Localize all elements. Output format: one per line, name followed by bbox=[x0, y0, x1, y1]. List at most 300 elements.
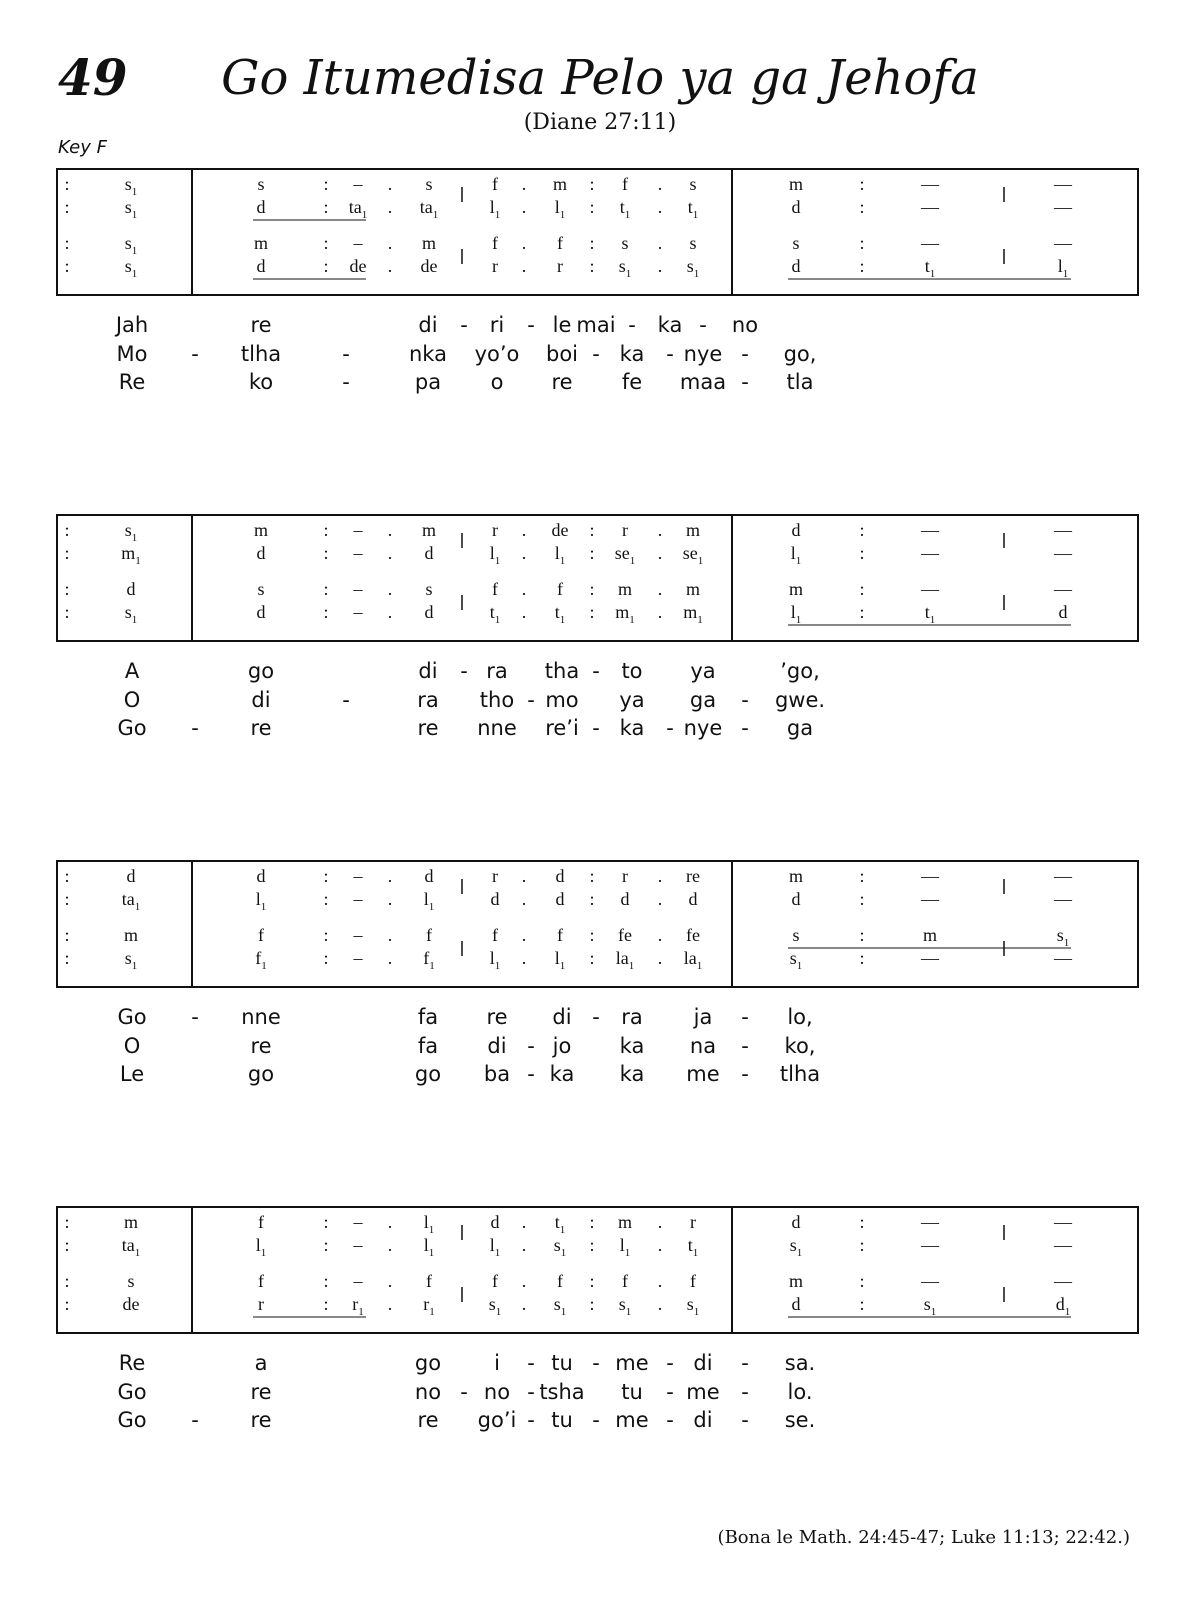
lyric-syllable: - bbox=[342, 342, 350, 366]
note-cell: . bbox=[387, 1212, 393, 1232]
note-cell: — bbox=[921, 889, 939, 909]
note-cell: — bbox=[921, 233, 939, 253]
note-cell: f bbox=[557, 579, 563, 599]
note-cell: m bbox=[123, 1212, 139, 1232]
note-cell: : bbox=[323, 948, 329, 968]
note-cell: f bbox=[622, 174, 628, 194]
note-cell: . bbox=[521, 866, 527, 886]
note-cell: . bbox=[387, 948, 393, 968]
lyric-syllable: ra bbox=[621, 1005, 643, 1029]
note-cell: – bbox=[353, 866, 363, 886]
note-cell: : bbox=[323, 520, 329, 540]
note-cell: f bbox=[492, 579, 498, 599]
lyric-syllable: tsha bbox=[539, 1380, 585, 1404]
note-cell: m bbox=[253, 233, 269, 253]
lyric-syllable: di bbox=[251, 688, 271, 712]
lyric-syllable: - bbox=[592, 1005, 600, 1029]
lyric-syllable: to bbox=[621, 659, 643, 683]
note-cell: $t_1$ bbox=[687, 1235, 699, 1259]
note-cell: $l_1$ bbox=[489, 1235, 501, 1259]
note-cell: $s_1$ bbox=[789, 1235, 803, 1259]
note-cell: de bbox=[420, 256, 438, 276]
lyric-syllable: - bbox=[592, 1351, 600, 1375]
lyric-syllable: Go bbox=[117, 716, 147, 740]
note-cell: $la_1$ bbox=[683, 948, 703, 972]
note-cell: . bbox=[387, 925, 393, 945]
lyric-syllable: - bbox=[741, 370, 749, 394]
note-cell: $l_1$ bbox=[489, 543, 501, 567]
note-cell: — bbox=[921, 174, 939, 194]
note-cell: $l_1$ bbox=[554, 543, 566, 567]
lyric-syllable: tlha bbox=[779, 1062, 821, 1086]
lyric-syllable: lo. bbox=[787, 1380, 813, 1404]
note-cell: $s_1$ bbox=[553, 1235, 567, 1259]
note-cell: : bbox=[323, 889, 329, 909]
note-cell: f bbox=[492, 925, 498, 945]
lyric-syllable: - bbox=[460, 313, 468, 337]
lyric-syllable: ka bbox=[619, 1062, 645, 1086]
lyric-syllable: Go bbox=[117, 1380, 147, 1404]
lyric-syllable: jo bbox=[552, 1034, 572, 1058]
lyric-syllable: O bbox=[123, 1034, 141, 1058]
note-cell: $ta_1$ bbox=[121, 889, 141, 913]
system-frame bbox=[57, 861, 1138, 987]
note-cell: r bbox=[492, 520, 498, 540]
note-cell: $s_1$ bbox=[618, 1294, 632, 1318]
note-cell: d bbox=[555, 866, 565, 886]
note-cell: r bbox=[622, 520, 628, 540]
note-cell: d bbox=[791, 889, 801, 909]
lyric-syllable: tha bbox=[544, 659, 580, 683]
note-cell: . bbox=[521, 197, 527, 217]
lyric-syllable: nka bbox=[409, 342, 447, 366]
note-cell: — bbox=[1054, 579, 1072, 599]
note-cell: d bbox=[424, 543, 434, 563]
note-cell: . bbox=[521, 602, 527, 622]
note-cell: . bbox=[657, 948, 663, 968]
note-cell: s bbox=[425, 174, 433, 194]
note-cell: – bbox=[353, 543, 363, 563]
lyric-syllable: go bbox=[414, 1351, 442, 1375]
note-cell: d bbox=[424, 866, 434, 886]
note-cell: $s_1$ bbox=[124, 197, 138, 221]
note-cell: : bbox=[859, 520, 865, 540]
note-cell: : bbox=[64, 602, 70, 622]
note-cell: : bbox=[589, 233, 595, 253]
note-cell: $l_1$ bbox=[1057, 256, 1069, 280]
note-cell: $m_1$ bbox=[121, 543, 141, 567]
lyric-syllable: ba bbox=[483, 1062, 511, 1086]
note-cell: d bbox=[256, 197, 266, 217]
lyric-syllable: yo’o bbox=[474, 342, 520, 366]
note-cell: m bbox=[617, 1212, 633, 1232]
note-cell: — bbox=[921, 543, 939, 563]
note-cell: — bbox=[921, 520, 939, 540]
note-cell: f bbox=[622, 1271, 628, 1291]
note-cell: . bbox=[387, 520, 393, 540]
note-cell: $f_1$ bbox=[255, 948, 267, 972]
note-cell: . bbox=[387, 543, 393, 563]
lyric-syllable: di bbox=[487, 1034, 507, 1058]
note-cell: $l_1$ bbox=[619, 1235, 631, 1259]
note-cell: f bbox=[258, 1271, 264, 1291]
lyric-syllable: ri bbox=[489, 313, 505, 337]
lyric-syllable: re bbox=[250, 1034, 272, 1058]
lyric-syllable: se. bbox=[784, 1408, 816, 1432]
note-cell: f bbox=[426, 925, 432, 945]
lyric-syllable: me bbox=[615, 1408, 649, 1432]
lyric-syllable: - bbox=[527, 1062, 535, 1086]
lyric-syllable: - bbox=[191, 716, 199, 740]
lyric-syllable: mai bbox=[576, 313, 616, 337]
note-cell: $l_1$ bbox=[255, 1235, 267, 1259]
note-cell: $m_1$ bbox=[683, 602, 703, 626]
note-cell: m bbox=[685, 520, 701, 540]
note-cell: – bbox=[353, 1235, 363, 1255]
note-cell: f bbox=[492, 233, 498, 253]
note-cell: — bbox=[921, 1235, 939, 1255]
note-cell: de bbox=[551, 520, 569, 540]
note-cell: f bbox=[492, 174, 498, 194]
note-cell: . bbox=[657, 889, 663, 909]
lyric-syllable: me bbox=[686, 1380, 720, 1404]
lyric-syllable: nye bbox=[683, 342, 723, 366]
note-cell: . bbox=[521, 1294, 527, 1314]
note-cell: $f_1$ bbox=[423, 948, 435, 972]
note-cell: $s_1$ bbox=[124, 256, 138, 280]
note-cell: d bbox=[424, 602, 434, 622]
note-cell: : bbox=[64, 889, 70, 909]
note-cell: . bbox=[387, 233, 393, 253]
note-cell: re bbox=[686, 866, 700, 886]
note-cell: : bbox=[859, 1212, 865, 1232]
note-cell: $s_1$ bbox=[789, 948, 803, 972]
note-cell: m bbox=[788, 866, 804, 886]
lyric-syllable: Mo bbox=[116, 342, 148, 366]
lyric-syllable: nne bbox=[241, 1005, 281, 1029]
lyric-syllable: - bbox=[666, 342, 674, 366]
note-cell: : bbox=[589, 197, 595, 217]
note-cell: : bbox=[859, 889, 865, 909]
note-cell: s bbox=[257, 579, 265, 599]
note-cell: . bbox=[657, 602, 663, 622]
note-cell: : bbox=[64, 233, 70, 253]
lyric-syllable: sa. bbox=[784, 1351, 816, 1375]
lyric-syllable: go’i bbox=[477, 1408, 517, 1432]
note-cell: – bbox=[353, 602, 363, 622]
note-cell: . bbox=[387, 602, 393, 622]
note-cell: d bbox=[791, 520, 801, 540]
note-cell: f bbox=[690, 1271, 696, 1291]
note-cell: s bbox=[689, 233, 697, 253]
note-cell: $l_1$ bbox=[790, 602, 802, 626]
lyric-syllable: re’i bbox=[545, 716, 579, 740]
note-cell: s bbox=[257, 174, 265, 194]
note-cell: : bbox=[589, 1235, 595, 1255]
lyric-syllable: - bbox=[191, 1408, 199, 1432]
note-cell: : bbox=[323, 1235, 329, 1255]
note-cell: f bbox=[557, 925, 563, 945]
note-cell: s bbox=[127, 1271, 135, 1291]
note-cell: – bbox=[353, 1271, 363, 1291]
note-cell: — bbox=[1054, 197, 1072, 217]
lyric-syllable: re bbox=[417, 1408, 439, 1432]
note-cell: d bbox=[126, 866, 136, 886]
note-cell: – bbox=[353, 233, 363, 253]
system-frame bbox=[57, 1207, 1138, 1333]
note-cell: : bbox=[859, 1235, 865, 1255]
note-cell: : bbox=[589, 543, 595, 563]
note-cell: . bbox=[657, 1212, 663, 1232]
note-cell: $l_1$ bbox=[423, 1212, 435, 1236]
note-cell: s bbox=[689, 174, 697, 194]
note-cell: m bbox=[253, 520, 269, 540]
note-cell: . bbox=[387, 256, 393, 276]
lyric-syllable: di bbox=[693, 1408, 713, 1432]
lyric-syllable: ra bbox=[417, 688, 439, 712]
lyric-syllable: no bbox=[483, 1380, 511, 1404]
note-cell: s bbox=[425, 579, 433, 599]
note-cell: : bbox=[589, 256, 595, 276]
note-cell: — bbox=[921, 1271, 939, 1291]
lyric-syllable: - bbox=[666, 1351, 674, 1375]
note-cell: : bbox=[323, 866, 329, 886]
note-cell: . bbox=[657, 925, 663, 945]
lyric-syllable: Go bbox=[117, 1005, 147, 1029]
note-cell: d bbox=[256, 866, 266, 886]
note-cell: : bbox=[589, 889, 595, 909]
note-cell: d bbox=[555, 889, 565, 909]
lyric-syllable: - bbox=[460, 659, 468, 683]
note-cell: : bbox=[589, 925, 595, 945]
note-cell: r bbox=[690, 1212, 696, 1232]
lyric-syllable: mo bbox=[545, 688, 579, 712]
lyric-syllable: - bbox=[527, 313, 535, 337]
lyric-syllable: re bbox=[250, 1380, 272, 1404]
system-frame bbox=[57, 515, 1138, 641]
note-cell: $t_1$ bbox=[489, 602, 501, 626]
note-cell: : bbox=[589, 520, 595, 540]
lyric-syllable: Jah bbox=[115, 313, 149, 337]
lyric-syllable: go bbox=[414, 1062, 442, 1086]
note-cell: . bbox=[657, 1271, 663, 1291]
note-cell: : bbox=[64, 1294, 70, 1314]
lyric-syllable: nne bbox=[477, 716, 517, 740]
lyric-syllable: - bbox=[741, 716, 749, 740]
lyric-syllable: ga bbox=[689, 688, 717, 712]
lyric-syllable: - bbox=[460, 1380, 468, 1404]
note-cell: : bbox=[323, 256, 329, 276]
note-cell: r bbox=[492, 256, 498, 276]
lyric-syllable: - bbox=[342, 688, 350, 712]
lyric-syllable: - bbox=[741, 1062, 749, 1086]
note-cell: m bbox=[922, 925, 938, 945]
note-cell: : bbox=[64, 1212, 70, 1232]
note-cell: : bbox=[323, 233, 329, 253]
note-cell: – bbox=[353, 889, 363, 909]
lyric-syllable: no bbox=[414, 1380, 442, 1404]
music-system bbox=[57, 515, 1138, 740]
lyric-syllable: ya bbox=[690, 659, 716, 683]
lyric-syllable: tu bbox=[551, 1408, 573, 1432]
lyric-syllable: - bbox=[592, 716, 600, 740]
lyric-syllable: ka bbox=[619, 1034, 645, 1058]
note-cell: — bbox=[1054, 520, 1072, 540]
lyric-syllable: re bbox=[551, 370, 573, 394]
note-cell: : bbox=[589, 1271, 595, 1291]
note-cell: : bbox=[64, 197, 70, 217]
lyric-syllable: maa bbox=[679, 370, 727, 394]
lyric-syllable: - bbox=[342, 370, 350, 394]
lyric-syllable: nye bbox=[683, 716, 723, 740]
footnote-references: (Bona le Math. 24:45-47; Luke 11:13; 22:42.) bbox=[717, 1527, 1130, 1548]
note-cell: : bbox=[64, 1271, 70, 1291]
lyric-syllable: - bbox=[741, 1005, 749, 1029]
note-cell: — bbox=[921, 948, 939, 968]
note-cell: . bbox=[387, 1294, 393, 1314]
note-cell: : bbox=[859, 948, 865, 968]
note-cell: : bbox=[859, 233, 865, 253]
note-cell: $se_1$ bbox=[682, 543, 704, 567]
lyric-syllable: pa bbox=[414, 370, 442, 394]
note-cell: $m_1$ bbox=[615, 602, 635, 626]
note-cell: s bbox=[792, 233, 800, 253]
note-cell: m bbox=[788, 174, 804, 194]
lyric-syllable: - bbox=[527, 1408, 535, 1432]
lyric-syllable: - bbox=[592, 342, 600, 366]
note-cell: – bbox=[353, 948, 363, 968]
lyric-syllable: - bbox=[741, 1351, 749, 1375]
note-cell: : bbox=[859, 256, 865, 276]
note-cell: $s_1$ bbox=[124, 233, 138, 257]
lyric-syllable: tho bbox=[479, 688, 515, 712]
note-cell: . bbox=[521, 233, 527, 253]
note-cell: . bbox=[657, 520, 663, 540]
note-cell: m bbox=[421, 520, 437, 540]
note-cell: – bbox=[353, 174, 363, 194]
lyric-syllable: di bbox=[418, 659, 438, 683]
lyric-syllable: re bbox=[486, 1005, 508, 1029]
lyric-syllable: di bbox=[693, 1351, 713, 1375]
note-cell: m bbox=[552, 174, 568, 194]
note-cell: : bbox=[323, 1294, 329, 1314]
note-cell: d bbox=[490, 889, 500, 909]
note-cell: fe bbox=[686, 925, 700, 945]
lyric-syllable: go, bbox=[783, 342, 817, 366]
lyric-syllable: - bbox=[592, 659, 600, 683]
note-cell: . bbox=[521, 520, 527, 540]
note-cell: s bbox=[792, 925, 800, 945]
note-cell: $d_1$ bbox=[1055, 1294, 1071, 1318]
lyric-syllable: ra bbox=[486, 659, 508, 683]
note-cell: m bbox=[123, 925, 139, 945]
note-cell: $la_1$ bbox=[615, 948, 635, 972]
note-cell: $r_1$ bbox=[423, 1294, 435, 1318]
note-cell: $s_1$ bbox=[124, 602, 138, 626]
note-cell: $s_1$ bbox=[124, 520, 138, 544]
lyric-syllable: tla bbox=[786, 370, 814, 394]
note-cell: . bbox=[387, 1271, 393, 1291]
note-cell: : bbox=[64, 174, 70, 194]
note-cell: f bbox=[557, 233, 563, 253]
note-cell: : bbox=[323, 925, 329, 945]
lyric-syllable: ya bbox=[619, 688, 645, 712]
note-cell: — bbox=[1054, 1212, 1072, 1232]
note-cell: . bbox=[657, 174, 663, 194]
hymn-title: Go Itumedisa Pelo ya ga Jehofa bbox=[221, 50, 979, 106]
lyric-syllable: ’go, bbox=[780, 659, 820, 683]
note-cell: . bbox=[657, 543, 663, 563]
lyric-syllable: - bbox=[191, 342, 199, 366]
note-cell: m bbox=[788, 1271, 804, 1291]
note-cell: d bbox=[256, 602, 266, 622]
note-cell: m bbox=[788, 579, 804, 599]
note-cell: – bbox=[353, 579, 363, 599]
note-cell: $s_1$ bbox=[618, 256, 632, 280]
lyric-syllable: na bbox=[689, 1034, 717, 1058]
note-cell: : bbox=[859, 602, 865, 622]
lyric-syllable: - bbox=[527, 1034, 535, 1058]
note-cell: $t_1$ bbox=[687, 197, 699, 221]
music-system bbox=[57, 861, 1138, 1086]
note-cell: $s_1$ bbox=[124, 948, 138, 972]
lyric-syllable: gwe. bbox=[774, 688, 826, 712]
note-cell: . bbox=[521, 543, 527, 563]
lyric-syllable: le bbox=[552, 313, 572, 337]
note-cell: $ta_1$ bbox=[419, 197, 439, 221]
lyric-syllable: fe bbox=[621, 370, 643, 394]
note-cell: d bbox=[791, 1212, 801, 1232]
lyric-syllable: - bbox=[527, 688, 535, 712]
lyric-syllable: - bbox=[592, 1408, 600, 1432]
note-cell: s bbox=[621, 233, 629, 253]
note-cell: d bbox=[791, 256, 801, 276]
note-cell: de bbox=[349, 256, 367, 276]
lyric-syllable: ko bbox=[248, 370, 274, 394]
note-cell: : bbox=[323, 197, 329, 217]
note-cell: — bbox=[921, 197, 939, 217]
note-cell: . bbox=[521, 579, 527, 599]
note-cell: d bbox=[1058, 602, 1068, 622]
lyric-syllable: Re bbox=[118, 1351, 146, 1375]
scripture-reference: (Diane 27:11) bbox=[523, 110, 677, 135]
note-cell: : bbox=[589, 1294, 595, 1314]
note-cell: r bbox=[622, 866, 628, 886]
note-cell: : bbox=[64, 520, 70, 540]
note-cell: $se_1$ bbox=[614, 543, 636, 567]
lyric-syllable: ka bbox=[619, 342, 645, 366]
lyric-syllable: Le bbox=[119, 1062, 145, 1086]
lyric-syllable: no bbox=[731, 313, 759, 337]
note-cell: d bbox=[620, 889, 630, 909]
note-cell: . bbox=[657, 579, 663, 599]
note-cell: — bbox=[1054, 233, 1072, 253]
lyric-syllable: a bbox=[254, 1351, 268, 1375]
note-cell: $r_1$ bbox=[352, 1294, 364, 1318]
note-cell: . bbox=[657, 233, 663, 253]
note-cell: $s_1$ bbox=[124, 174, 138, 198]
note-cell: r bbox=[557, 256, 563, 276]
note-cell: $s_1$ bbox=[1056, 925, 1070, 949]
note-cell: $l_1$ bbox=[423, 1235, 435, 1259]
note-cell: . bbox=[521, 948, 527, 968]
lyric-syllable: me bbox=[615, 1351, 649, 1375]
note-cell: : bbox=[323, 579, 329, 599]
note-cell: $t_1$ bbox=[554, 1212, 566, 1236]
note-cell: — bbox=[1054, 866, 1072, 886]
note-cell: : bbox=[64, 256, 70, 276]
note-cell: . bbox=[387, 1235, 393, 1255]
